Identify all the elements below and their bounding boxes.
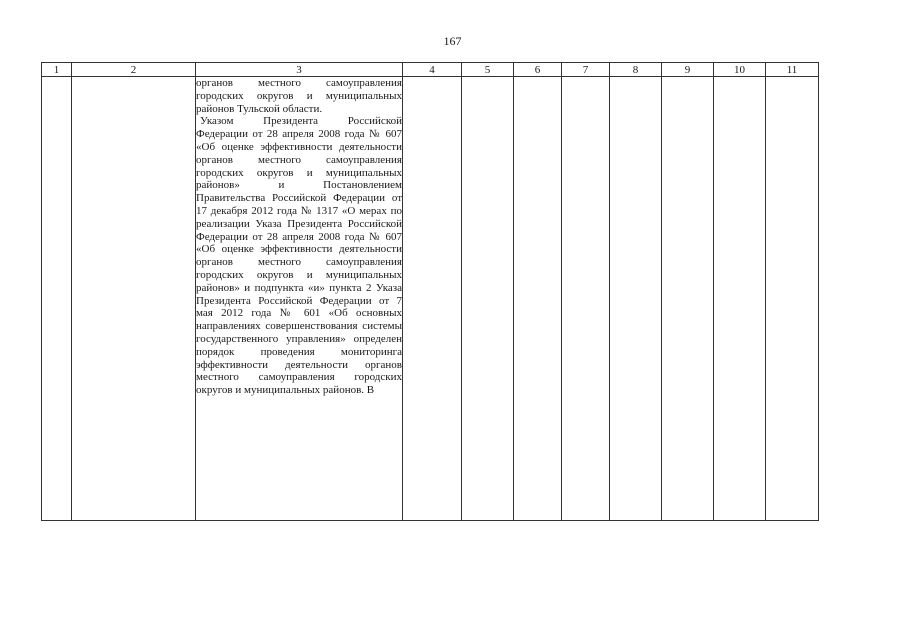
table-cell-col4 <box>403 77 462 521</box>
cell-paragraph: органов местного самоуправления городских округов и муниципальных районов Тульской области. <box>196 77 402 115</box>
table-cell-col10 <box>714 77 766 521</box>
column-header: 6 <box>514 63 562 77</box>
column-header: 8 <box>610 63 662 77</box>
cell-paragraph: Указом Президента Российской Федерации от 28 апреля 2008 года № 607 «Об оценке эффективности деятельности органов местного самоуправления городских округов и муниципальных районов» и Постановлением Правительства Российской Федерации от 17 декабря 2012 года № 1317 «О мерах по реализации Указа Президента Российской Федерации от 28 апреля 2008 года № 607 «Об оценке эффективности деятельности органов местного самоуправления городских округов и муниципальных районов» и подпункта «и» пункта 2 Указа Президента Российской Федерации от 7 мая 2012 года № 601 «Об основных направлениях совершенствования системы государственного управления» определен порядок проведения мониторинга эффективности деятельности органов местного самоуправления городских округов и муниципальных районов. В <box>196 115 402 397</box>
table-cell-col5 <box>462 77 514 521</box>
document-table <box>41 62 819 521</box>
table-cell-col3 <box>196 77 403 521</box>
table-cell-col6 <box>514 77 562 521</box>
table-cell-col7 <box>562 77 610 521</box>
table-cell-col1 <box>42 77 72 521</box>
table-row <box>42 77 819 521</box>
column-header: 10 <box>714 63 766 77</box>
column-header: 2 <box>72 63 196 77</box>
table-header-row <box>42 63 819 77</box>
table-cell-col11 <box>766 77 819 521</box>
page-number: 167 <box>443 34 462 48</box>
column-header: 11 <box>766 63 819 77</box>
table-cell-col2 <box>72 77 196 521</box>
table-cell-col8 <box>610 77 662 521</box>
column-header: 4 <box>403 63 462 77</box>
table-cell-col9 <box>662 77 714 521</box>
column-header: 3 <box>196 63 403 77</box>
column-header: 7 <box>562 63 610 77</box>
column-header: 9 <box>662 63 714 77</box>
column-header: 1 <box>42 63 72 77</box>
column-header: 5 <box>462 63 514 77</box>
